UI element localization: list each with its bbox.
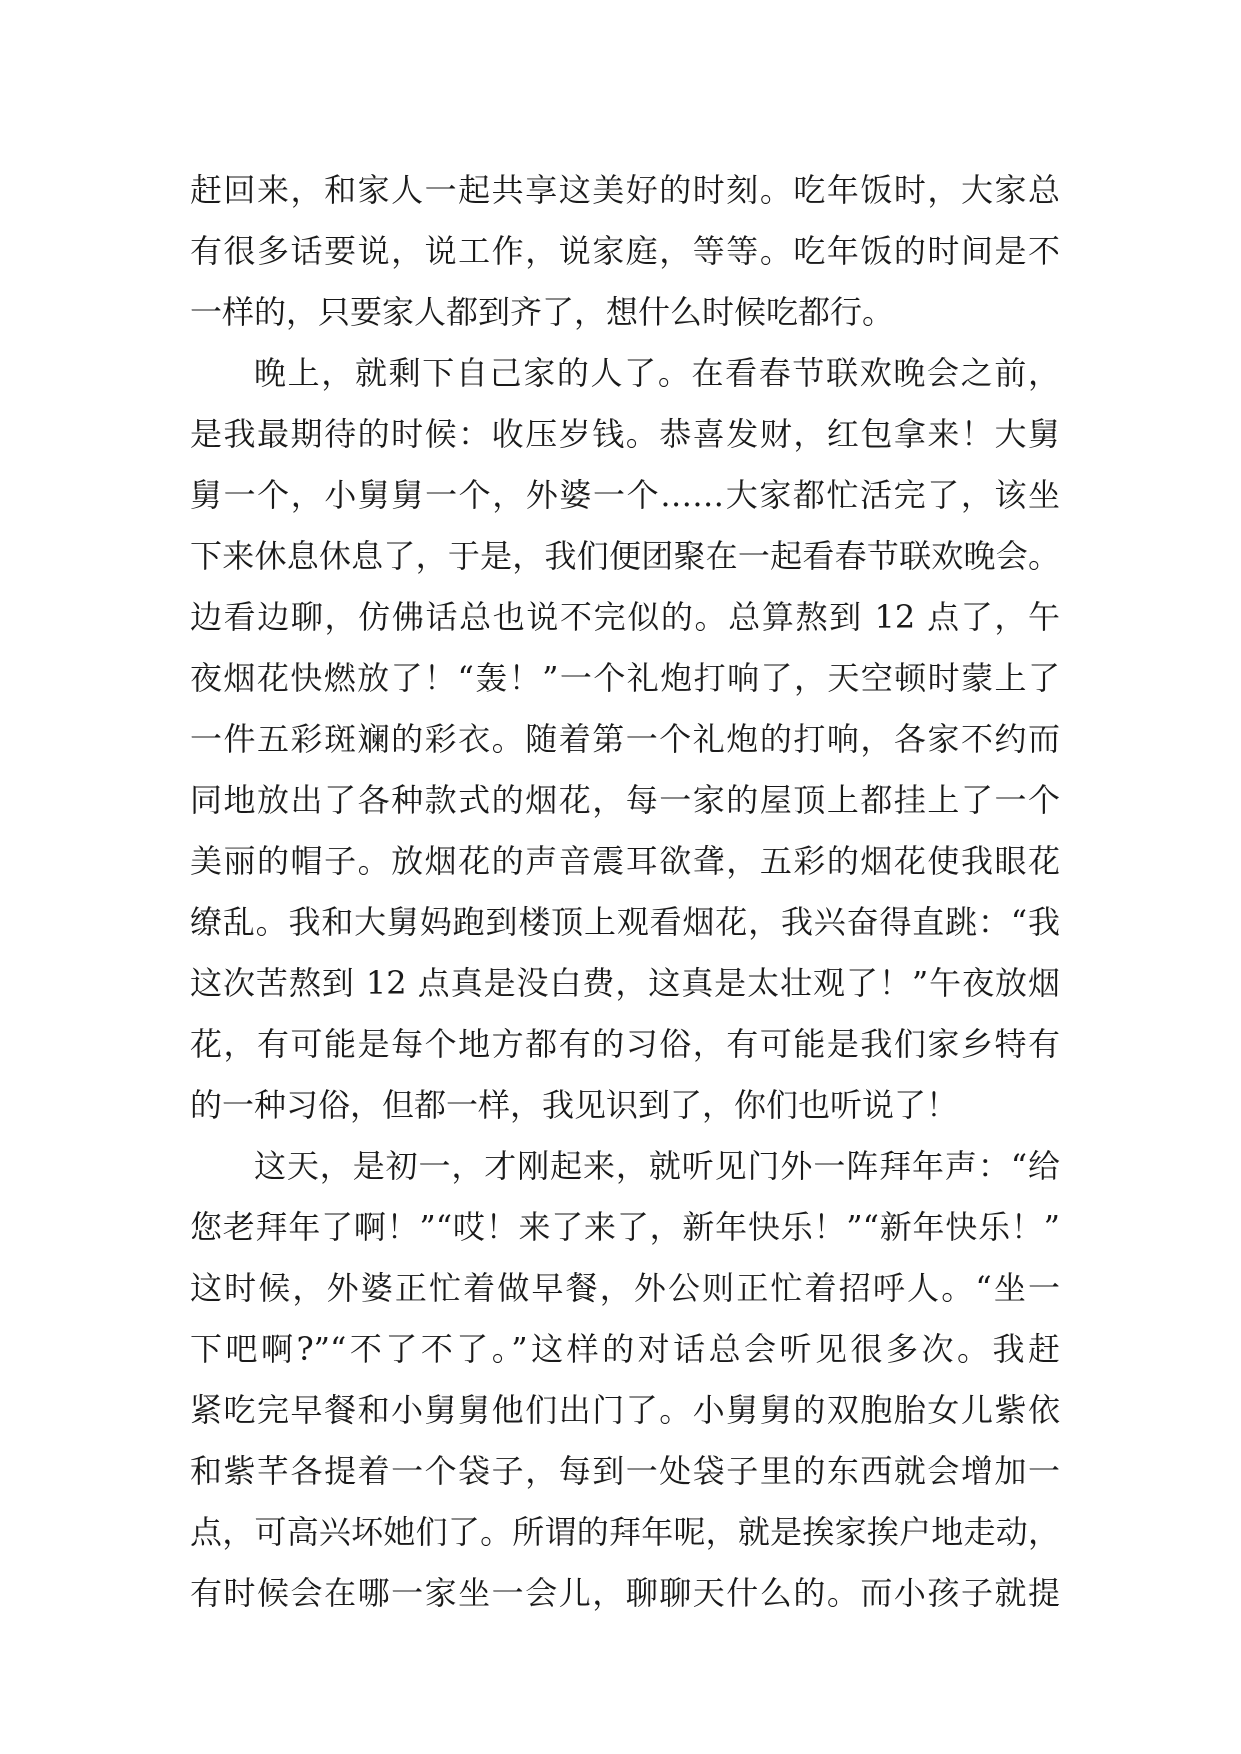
text-line: 和紫芊各提着一个袋子，每到一处袋子里的东西就会增加一 (190, 1452, 1060, 1490)
text-line: 您老拜年了啊！”“哎！来了来了，新年快乐！”“新年快乐！” (190, 1208, 1060, 1246)
text-line: 紧吃完早餐和小舅舅他们出门了。小舅舅的双胞胎女儿紫依 (190, 1391, 1060, 1429)
text-line: 这次苦熬到 12 点真是没白费，这真是太壮观了！”午夜放烟 (190, 964, 1060, 1002)
text-line: 美丽的帽子。放烟花的声音震耳欲聋，五彩的烟花使我眼花 (190, 842, 1060, 880)
text-line: 花，有可能是每个地方都有的习俗，有可能是我们家乡特有 (190, 1025, 1060, 1063)
text-line: 赶回来，和家人一起共享这美好的时刻。吃年饭时，大家总 (190, 171, 1060, 209)
text-line: 晚上，就剩下自己家的人了。在看春节联欢晚会之前， (254, 354, 1060, 392)
body-text (190, 160, 1060, 1624)
text-line: 这天，是初一，才刚起来，就听见门外一阵拜年声：“给 (254, 1147, 1060, 1185)
text-line: 这时候，外婆正忙着做早餐，外公则正忙着招呼人。“坐一 (190, 1269, 1060, 1307)
text-line: 舅一个，小舅舅一个，外婆一个……大家都忙活完了，该坐 (190, 476, 1060, 514)
text-line: 一件五彩斑斓的彩衣。随着第一个礼炮的打响，各家不约而 (190, 720, 1060, 758)
text-line: 一样的，只要家人都到齐了，想什么时候吃都行。 (190, 293, 895, 331)
text-line: 缭乱。我和大舅妈跑到楼顶上观看烟花，我兴奋得直跳：“我 (190, 903, 1060, 941)
text-line: 是我最期待的时候：收压岁钱。恭喜发财，红包拿来！大舅 (190, 415, 1060, 453)
text-line: 同地放出了各种款式的烟花，每一家的屋顶上都挂上了一个 (190, 781, 1060, 819)
text-line: 边看边聊，仿佛话总也说不完似的。总算熬到 12 点了，午 (190, 598, 1060, 636)
text-line: 有时候会在哪一家坐一会儿，聊聊天什么的。而小孩子就提 (190, 1574, 1060, 1612)
text-line: 的一种习俗，但都一样，我见识到了，你们也听说了！ (190, 1086, 959, 1124)
text-line: 点，可高兴坏她们了。所谓的拜年呢，就是挨家挨户地走动， (190, 1513, 1060, 1551)
text-line: 有很多话要说，说工作，说家庭，等等。吃年饭的时间是不 (190, 232, 1060, 270)
text-line: 下吧啊?”“不了不了。”这样的对话总会听见很多次。我赶 (190, 1330, 1060, 1368)
text-line: 夜烟花快燃放了！“轰！”一个礼炮打响了，天空顿时蒙上了 (190, 659, 1060, 697)
text-line: 下来休息休息了，于是，我们便团聚在一起看春节联欢晚会。 (190, 537, 1060, 575)
